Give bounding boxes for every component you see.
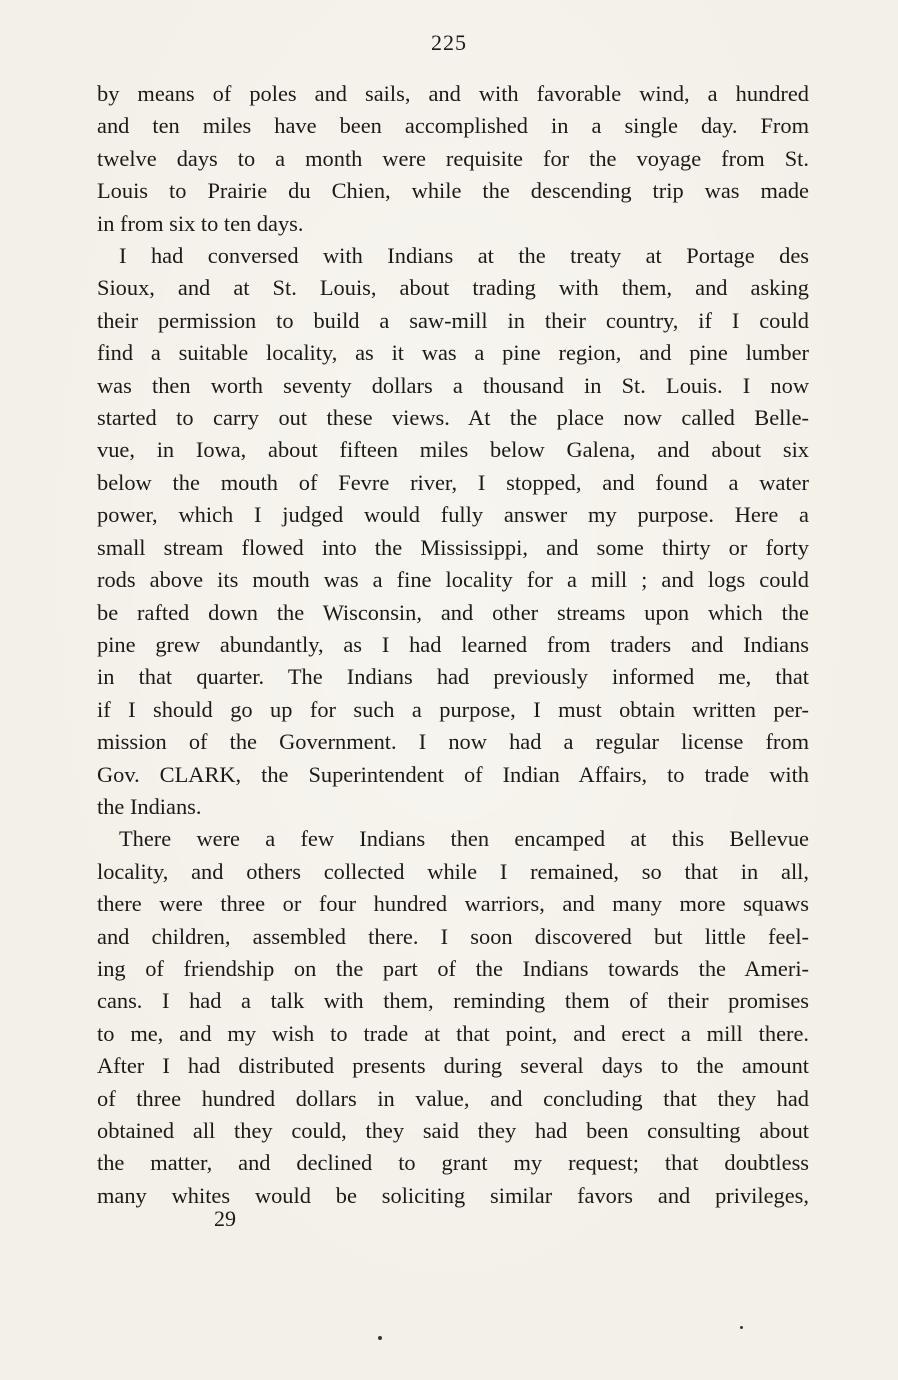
text-line: there were three or four hundred warriors, and many more squaws xyxy=(97,891,809,917)
text-line: in that quarter. The Indians had previously informed me, that xyxy=(97,664,809,690)
text-line: the Indians. xyxy=(97,793,202,819)
paragraph-1 xyxy=(97,78,809,240)
text-line: Louis to Prairie du Chien, while the descending trip was made xyxy=(97,178,809,204)
text-line: to me, and my wish to trade at that point, and erect a mill there. xyxy=(97,1020,809,1046)
text-line: mission of the Government. I now had a regular license from xyxy=(97,729,809,755)
text-line: of three hundred dollars in value, and concluding that they had xyxy=(97,1085,809,1111)
text-line: find a suitable locality, as it was a pine region, and pine lumber xyxy=(97,340,809,366)
text-line: in from six to ten days. xyxy=(97,210,304,236)
page-number: 225 xyxy=(431,30,467,55)
text-line: Gov. CLARK, the Superintendent of Indian Affairs, to trade with xyxy=(97,761,809,787)
text-line: I had conversed with Indians at the treaty at Portage des xyxy=(119,243,809,269)
text-line: and children, assembled there. I soon discovered but little feel- xyxy=(97,923,809,949)
text-line: be rafted down the Wisconsin, and other streams upon which the xyxy=(97,599,809,625)
text-line: and ten miles have been accomplished in a single day. From xyxy=(97,113,809,139)
text-line: pine grew abundantly, as I had learned from traders and Indians xyxy=(97,631,809,657)
text-line: twelve days to a month were requisite for the voyage from St. xyxy=(97,145,809,171)
text-line: cans. I had a talk with them, reminding them of their promises xyxy=(97,988,809,1014)
text-line: vue, in Iowa, about fifteen miles below Galena, and about six xyxy=(97,437,809,463)
text-line: Sioux, and at St. Louis, about trading with them, and asking xyxy=(97,275,809,301)
text-line: There were a few Indians then encamped at this Bellevue xyxy=(119,826,809,852)
text-line: by means of poles and sails, and with favorable wind, a hundred xyxy=(97,81,809,106)
text-line: below the mouth of Fevre river, I stopped, and found a water xyxy=(97,469,809,495)
body-text xyxy=(97,78,809,1212)
text-line: the matter, and declined to grant my request; that doubtless xyxy=(97,1150,809,1176)
paragraph-3 xyxy=(97,823,809,1212)
text-line: small stream flowed into the Mississippi, and some thirty or forty xyxy=(97,534,809,560)
ink-speck xyxy=(378,1336,382,1340)
text-line: their permission to build a saw-mill in their country, if I could xyxy=(97,307,809,333)
ink-speck xyxy=(740,1326,743,1329)
text-line: power, which I judged would fully answer my purpose. Here a xyxy=(97,502,809,528)
text-line: After I had distributed presents during several days to the amount xyxy=(97,1053,809,1079)
text-line: rods above its mouth was a fine locality for a mill ; and logs could xyxy=(97,567,809,593)
text-line: many whites would be soliciting similar favors and privileges, xyxy=(97,1182,809,1208)
text-line: obtained all they could, they said they had been consulting about xyxy=(97,1118,809,1143)
text-line: locality, and others collected while I remained, so that in all, xyxy=(97,858,809,884)
paragraph-2 xyxy=(97,240,809,823)
text-line: if I should go up for such a purpose, I must obtain written per- xyxy=(97,696,809,722)
text-line: was then worth seventy dollars a thousand in St. Louis. I now xyxy=(97,372,809,398)
text-line: started to carry out these views. At the place now called Belle- xyxy=(97,405,809,431)
signature-mark: 29 xyxy=(214,1206,236,1231)
text-line: ing of friendship on the part of the Indians towards the Ameri- xyxy=(97,955,809,981)
